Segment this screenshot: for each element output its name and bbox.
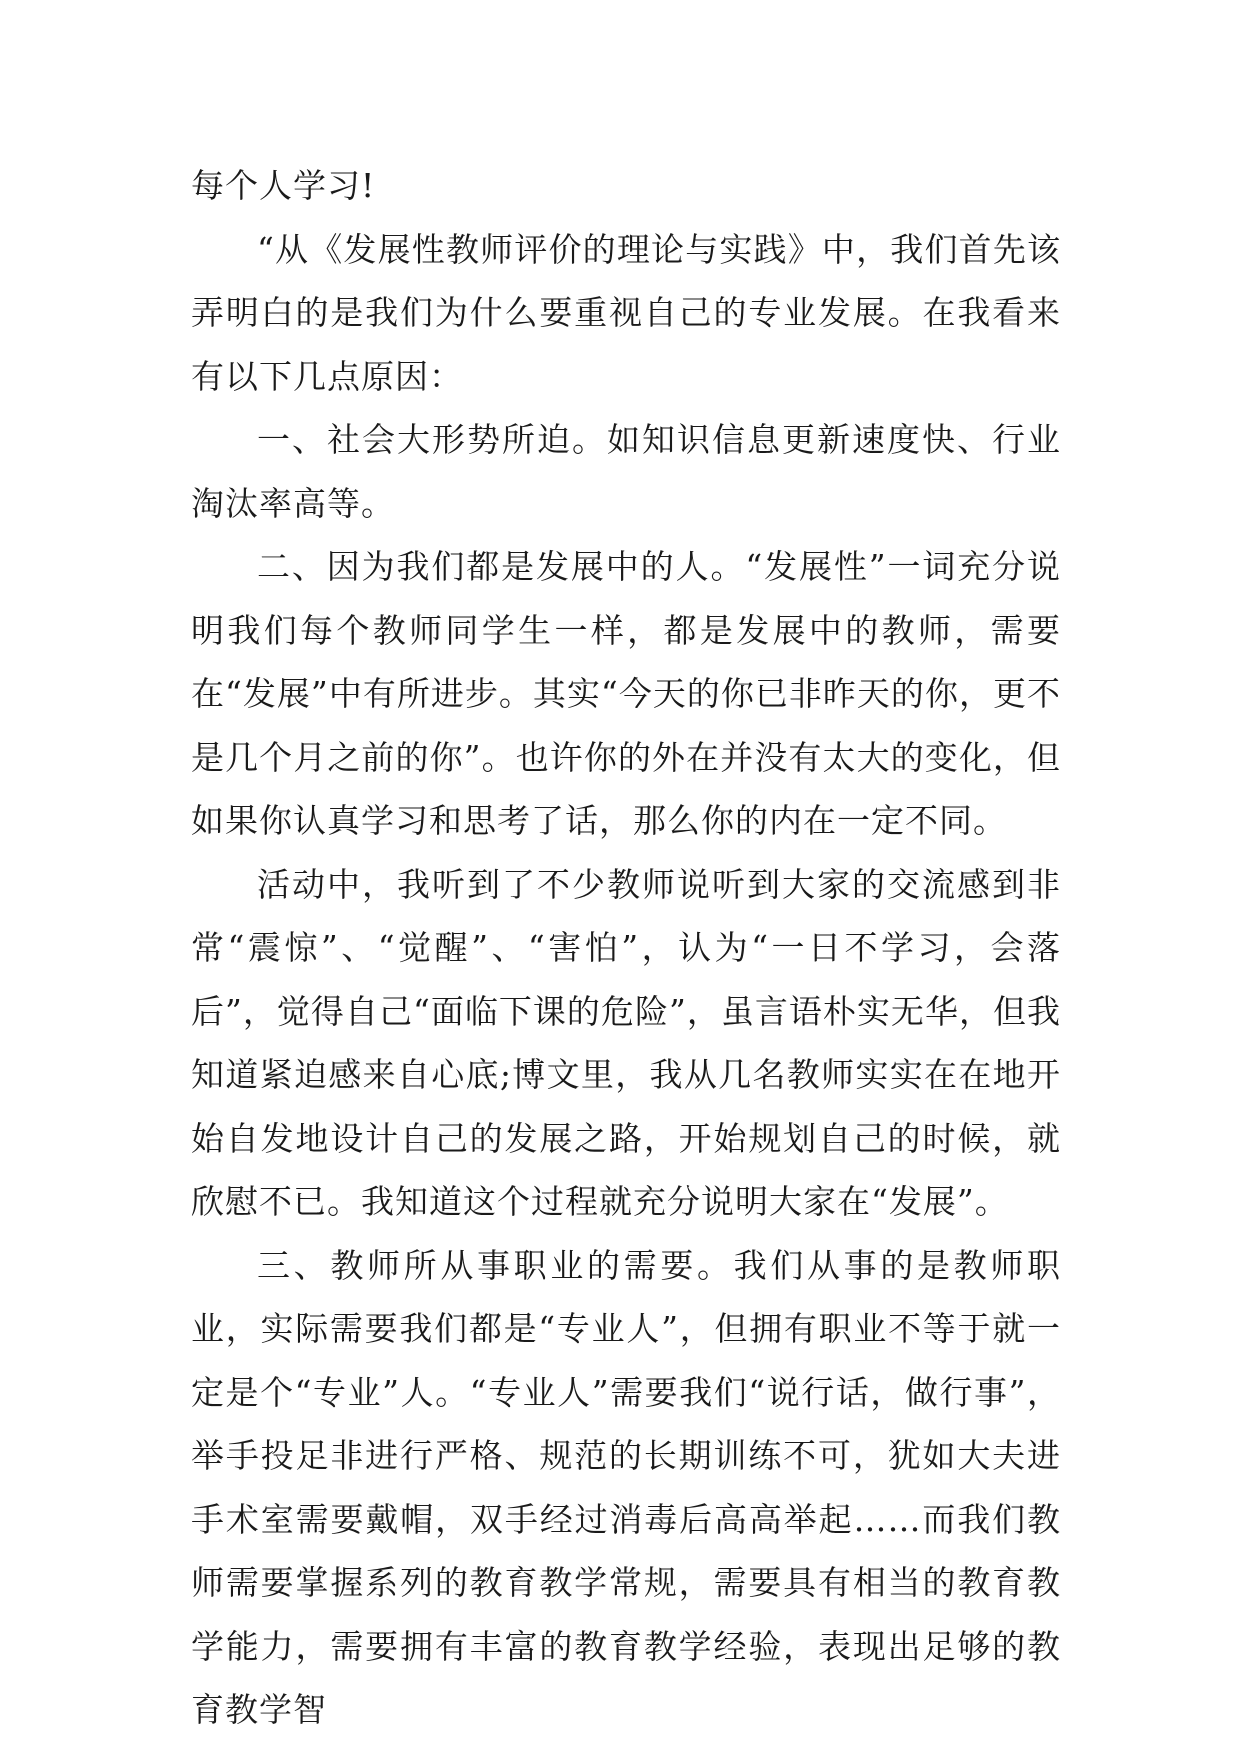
paragraph-reason-three: 三、教师所从事职业的需要。我们从事的是教师职业，实际需要我们都是“专业人”，但拥有职业不等于就一定是个“专业”人。“专业人”需要我们“说行话，做行事”，举手投足非进行严格、规范的长期训练不可，犹如大夫进手术室需要戴帽，双手经过消毒后高高举起……而我们教师需要掌握系列的教育教学常规，需要具有相当的教育教学能力，需要拥有丰富的教育教学经验，表现出足够的教育教学智 xyxy=(191,1245,1061,1729)
paragraph-reason-two: 二、因为我们都是发展中的人。“发展性”一词充分说明我们每个教师同学生一样，都是发展中的教师，需要在“发展”中有所进步。其实“今天的你已非昨天的你，更不是几个月之前的你”。也许你的外在并没有太大的变化，但如果你认真学习和思考了话，那么你的内在一定不同。 xyxy=(191,547,1061,840)
paragraph-activity: 活动中，我听到了不少教师说听到大家的交流感到非常“震惊”、“觉醒”、“害怕”，认为“一日不学习，会落后”，觉得自己“面临下课的危险”，虽言语朴实无华，但我知道紧迫感来自心底;博文里，我从几名教师实实在在地开始自发地设计自己的发展之路，开始规划自己的时候，就欣慰不已。我知道这个过程就充分说明大家在“发展”。 xyxy=(191,864,1061,1221)
paragraph-continuation: 每个人学习! xyxy=(191,166,376,205)
document-body xyxy=(191,154,1061,1742)
paragraph-intro: “从《发展性教师评价的理论与实践》中，我们首先该弄明白的是我们为什么要重视自己的专业发展。在我看来有以下几点原因： xyxy=(191,229,1061,396)
paragraph-reason-one: 一、社会大形势所迫。如知识信息更新速度快、行业淘汰率高等。 xyxy=(191,420,1061,523)
